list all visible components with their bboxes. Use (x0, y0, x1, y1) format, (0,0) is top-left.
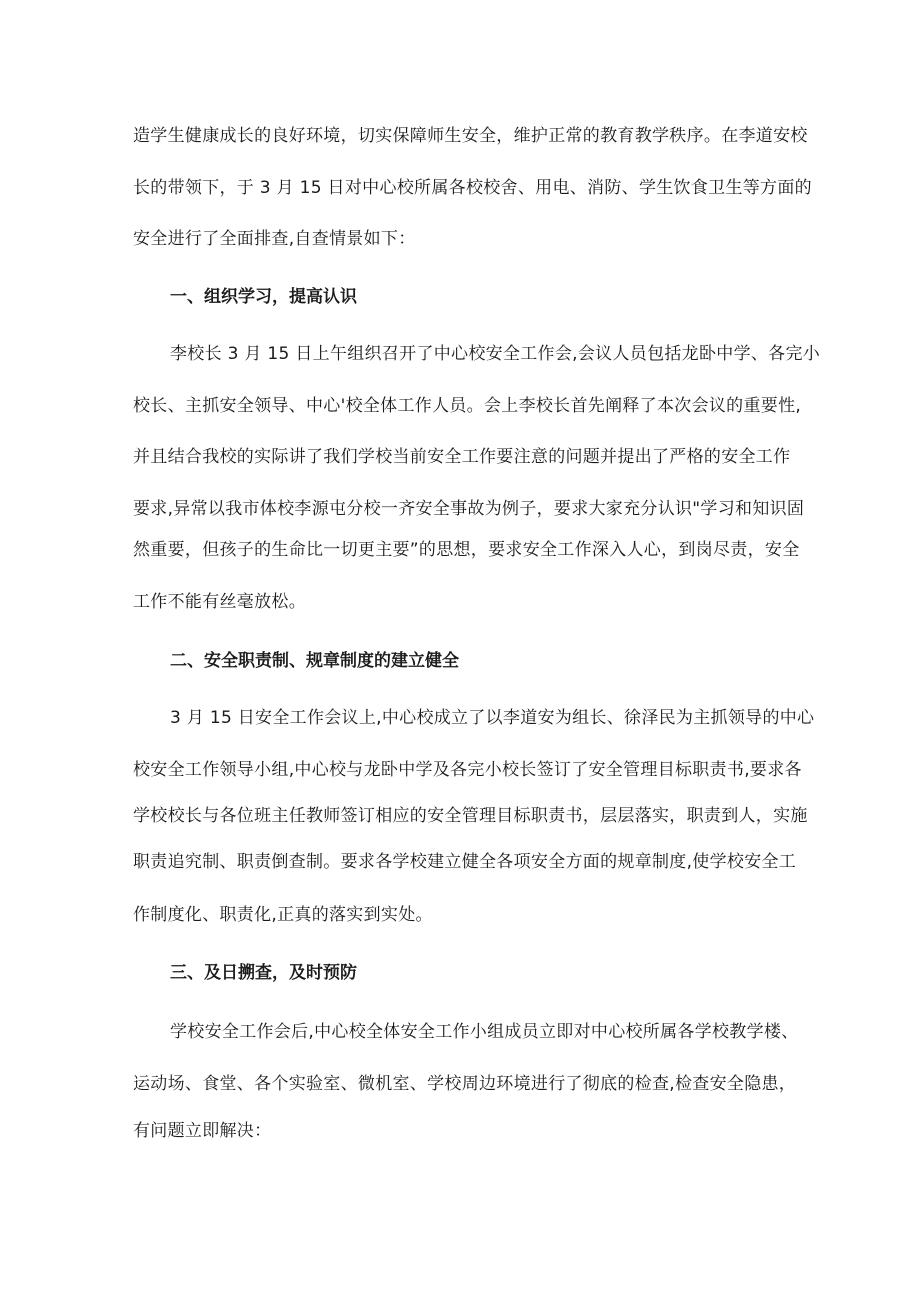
section1-line-1: 李校长 3 月 15 日上午组织召开了中心校安全工作会,会议人员包括龙卧中学、各完小 (170, 344, 821, 364)
section1-line-2: 校长、主抓安全领导、中心'校全体工作人员。会上李校长首先阐释了本次会议的重要性, (133, 396, 802, 416)
section2-line-4: 职责追究制、职责倒查制。要求各学校建立健全各项安全方面的规章制度,使学校安全工 (133, 852, 797, 872)
section1-heading: 一、组织学习，提高认识 (170, 287, 357, 307)
section2-line-1: 3 月 15 日安全工作会议上,中心校成立了以李道安为组长、徐泽民为主抓领导的中心 (170, 708, 815, 728)
section1-line-5: 然重要，但孩子的生命比一切更主要”的思想，要求安全工作深入人心，到岗尽责，安全 (133, 540, 800, 560)
intro-line-1: 造学生健康成长的良好环境，切实保障师生安全，维护正常的教育教学秩序。在李道安校 (133, 126, 808, 146)
section3-line-3: 有问题立即解决： (133, 1121, 272, 1141)
section3-line-2: 运动场、食堂、各个实验室、微机室、学校周边环境进行了彻底的检查,检查安全隐患， (133, 1074, 797, 1094)
section1-line-6: 工作不能有丝毫放松。 (133, 592, 306, 612)
section1-line-4: 要求,异常以我市体校李源屯分校一齐安全事故为例子，要求大家充分认识"学习和知识固 (133, 499, 805, 519)
section2-line-5: 作制度化、职责化,正真的落实到实处。 (133, 905, 433, 925)
section1-line-3: 并且结合我校的实际讲了我们学校当前安全工作要注意的问题并提出了严格的安全工作 (133, 447, 791, 467)
section3-line-1: 学校安全工作会后,中心校全体安全工作小组成员立即对中心校所属各学校教学楼、 (170, 1022, 799, 1042)
section2-line-3: 学校校长与各位班主任教师签订相应的安全管理目标职责书，层层落实，职责到人，实施 (133, 806, 808, 826)
intro-line-2: 长的带领下，于 3 月 15 日对中心校所属各校校舍、用电、消防、学生饮食卫生等方面的 (133, 178, 812, 198)
section3-heading: 三、及日搠查，及时预防 (170, 963, 357, 983)
section2-heading: 二、安全职责制、规章制度的建立健全 (170, 651, 459, 671)
intro-line-3: 安全进行了全面排查,自查情景如下： (133, 229, 416, 249)
section2-line-2: 校安全工作领导小组,中心校与龙卧中学及各完小校长签订了安全管理目标职责书,要求各 (133, 760, 802, 780)
